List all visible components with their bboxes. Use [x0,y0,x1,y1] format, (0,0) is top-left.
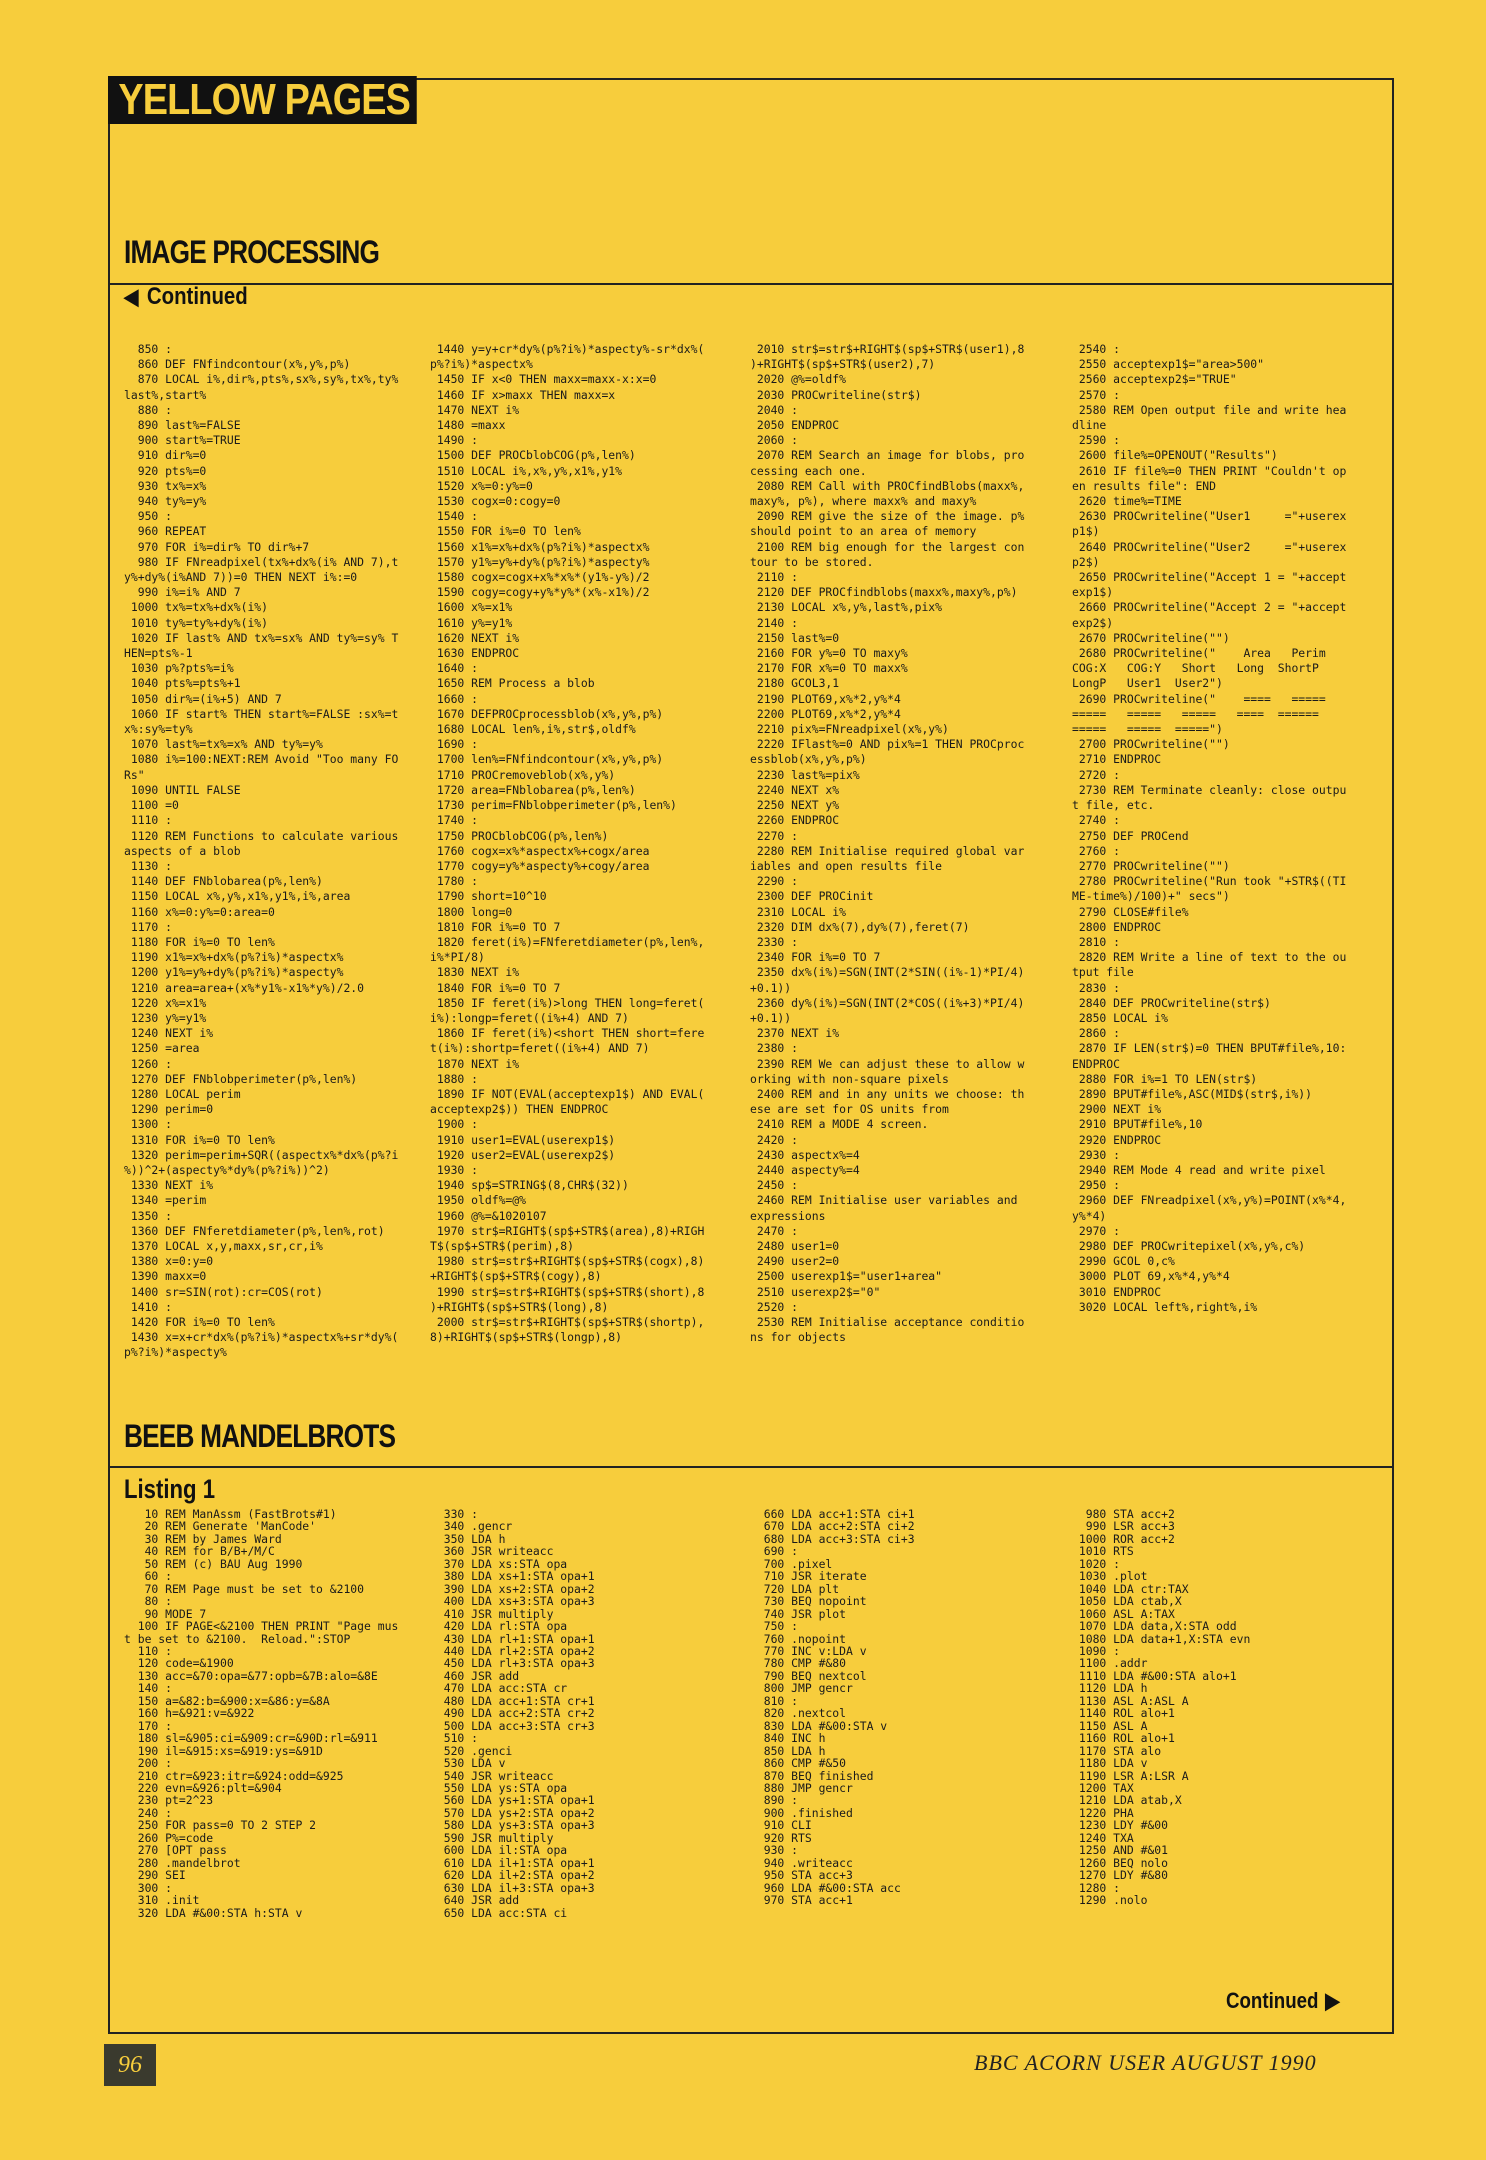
code-column-2: 1440 y=y+cr*dy%(p%?i%)*aspecty%-sr*dx%( p%?i%)*aspectx% 1450 IF x<0 THEN maxx=maxx-x:x=0 1460 IF x>maxx THEN maxx=x 1470 NEXT i% 1480 =maxx 1490 : 1500 DEF PROCblobCOG(p%,len%) 1510 LOCAL i%,x%,y%,x1%,y1% 1520 x%=0:y%=0 1530 cogx=0:cogy=0 1540 : 1550 FOR i%=0 TO len% 1560 x1%=x%+dx%(p%?i%)*aspectx% 1570 y1%=y%+dy%(p%?i%)*aspecty% 1580 cogx=cogx+x%*x%*(y1%-y%)/2 1590 cogy=cogy+y%*y%*(x%-x1%)/2 1600 x%=x1% 1610 y%=y1% 1620 NEXT i% 1630 ENDPROC 1640 : 1650 REM Process a blob 1660 : 1670 DEFPROCprocessblob(x%,y%,p%) 1680 LOCAL len%,i%,str$,oldf% 1690 : 1700 len%=FNfindcontour(x%,y%,p%) 1710 PROCremoveblob(x%,y%) 1720 area=FNblobarea(p%,len%) 1730 perim=FNblobperimeter(p%,len%) 1740 : 1750 PROCblobCOG(p%,len%) 1760 cogx=x%*aspectx%+cogx/area 1770 cogy=y%*aspecty%+cogy/area 1780 : 1790 short=10^10 1800 long=0 1810 FOR i%=0 TO 7 1820 feret(i%)=FNferetdiameter(p%,len%, i%*PI/8) 1830 NEXT i% 1840 FOR i%=0 TO 7 1850 IF feret(i%)>long THEN long=feret( i%):longp=feret((i%+4) AND 7) 1860 IF feret(i%)<short THEN short=fere t(i%):shortp=feret((i%+4) AND 7) 1870 NEXT i% 1880 : 1890 IF NOT(EVAL(acceptexp1$) AND EVAL( acceptexp2$)) THEN ENDPROC 1900 : 1910 user1=EVAL(userexp1$) 1920 user2=EVAL(userexp2$) 1930 : 1940 sp$=STRING$(8,CHR$(32)) 1950 oldf%=@% 1960 @%=&1020107 1970 str$=RIGHT$(sp$+STR$(area),8)+RIGH T$(sp$+STR$(perim),8) 1980 str$=str$+RIGHT$(sp$+STR$(cogx),8) +RIGHT$(sp$+STR$(cogy),8) 1990 str$=str$+RIGHT$(sp$+STR$(short),8 )+RIGHT$(sp$+STR$(long),8) 2000 str$=str$+RIGHT$(sp$+STR$(shortp), 8)+RIGHT$(sp$+STR$(longp),8) [430,342,705,1345]
section-title-image-processing: IMAGE PROCESSING [124,234,380,270]
continued-label-top [124,283,248,311]
listing-title: Listing 1 [124,1474,216,1504]
page-number: 96 [104,2044,156,2086]
listing-column-4: 980 STA acc+2 990 LSR acc+3 1000 ROR acc+2 1010 RTS 1020 : 1030 .plot 1040 LDA ctr:TAX 1050 LDA ctab,X 1060 ASL A:TAX 1070 LDA data,X:STA odd 1080 LDA data+1,X:STA evn 1090 : 1100 .addr 1110 LDA #&00:STA alo+1 1120 LDA h 1130 ASL A:ASL A 1140 ROL alo+1 1150 ASL A 1160 ROL alo+1 1170 STA alo 1180 LDA v 1190 LSR A:LSR A 1200 TAX 1210 LDA atab,X 1220 PHA 1230 LDY #&00 1240 TXA 1250 AND #&01 1260 BEQ nolo 1270 LDY #&80 1280 : 1290 .nolo [1078,1507,1251,1908]
left-arrow-icon: ◀ [124,284,139,309]
continued-label-bottom [1226,1988,1340,2014]
code-column-3: 2010 str$=str$+RIGHT$(sp$+STR$(user1),8 )+RIGHT$(sp$+STR$(user2),7) 2020 @%=oldf% 2030 PROCwriteline(str$) 2040 : 2050 ENDPROC 2060 : 2070 REM Search an image for blobs, pro cessing each one. 2080 REM Call with PROCfindBlobs(maxx%, maxy%, p%), where maxx% and maxy% 2090 REM give the size of the image. p% should point to an area of memory 2100 REM big enough for the largest con tour to be stored. 2110 : 2120 DEF PROCfindblobs(maxx%,maxy%,p%) 2130 LOCAL x%,y%,last%,pix% 2140 : 2150 last%=0 2160 FOR y%=0 TO maxy% 2170 FOR x%=0 TO maxx% 2180 GCOL3,1 2190 PLOT69,x%*2,y%*4 2200 PLOT69,x%*2,y%*4 2210 pix%=FNreadpixel(x%,y%) 2220 IFlast%=0 AND pix%=1 THEN PROCproc essblob(x%,y%,p%) 2230 last%=pix% 2240 NEXT x% 2250 NEXT y% 2260 ENDPROC 2270 : 2280 REM Initialise required global var iables and open results file 2290 : 2300 DEF PROCinit 2310 LOCAL i% 2320 DIM dx%(7),dy%(7),feret(7) 2330 : 2340 FOR i%=0 TO 7 2350 dx%(i%)=SGN(INT(2*SIN((i%-1)*PI/4) +0.1)) 2360 dy%(i%)=SGN(INT(2*COS((i%+3)*PI/4) +0.1)) 2370 NEXT i% 2380 : 2390 REM We can adjust these to allow w orking with non-square pixels 2400 REM and in any units we choose: th ese are set for OS units from 2410 REM a MODE 4 screen. 2420 : 2430 aspectx%=4 2440 aspecty%=4 2450 : 2460 REM Initialise user variables and expressions 2470 : 2480 user1=0 2490 user2=0 2500 userexp1$="user1+area" 2510 userexp2$="0" 2520 : 2530 REM Initialise acceptance conditio ns for objects [750,342,1025,1345]
listing-column-2: 330 : 340 .gencr 350 LDA h 360 JSR writeacc 370 LDA xs:STA opa 380 LDA xs+1:STA opa+1 390 LDA xs+2:STA opa+2 400 LDA xs+3:STA opa+3 410 JSR multiply 420 LDA rl:STA opa 430 LDA rl+1:STA opa+1 440 LDA rl+2:STA opa+2 450 LDA rl+3:STA opa+3 460 JSR add 470 LDA acc:STA cr 480 LDA acc+1:STA cr+1 490 LDA acc+2:STA cr+2 500 LDA acc+3:STA cr+3 510 : 520 .genci 530 LDA v 540 JSR writeacc 550 LDA ys:STA opa 560 LDA ys+1:STA opa+1 570 LDA ys+2:STA opa+2 580 LDA ys+3:STA opa+3 590 JSR multiply 600 LDA il:STA opa 610 LDA il+1:STA opa+1 620 LDA il+2:STA opa+2 630 LDA il+3:STA opa+3 640 JSR add 650 LDA acc:STA ci [443,1507,595,1920]
section-title-beeb-mandelbrots: BEEB MANDELBROTS [124,1418,396,1454]
publication-footer: BBC ACORN USER AUGUST 1990 [974,2050,1317,2075]
code-column-4: 2540 : 2550 acceptexp1$="area>500" 2560 acceptexp2$="TRUE" 2570 : 2580 REM Open output file and write hea dline 2590 : 2600 file%=OPENOUT("Results") 2610 IF file%=0 THEN PRINT "Couldn't op en results file": END 2620 time%=TIME 2630 PROCwriteline("User1 ="+userex p1$) 2640 PROCwriteline("User2 ="+userex p2$) 2650 PROCwriteline("Accept 1 = "+accept exp1$) 2660 PROCwriteline("Accept 2 = "+accept exp2$) 2670 PROCwriteline("") 2680 PROCwriteline(" Area Perim COG:X COG:Y Short Long ShortP LongP User1 User2") 2690 PROCwriteline(" ==== ===== ===== ===== ===== ==== ====== ===== ===== =====") 2700 PROCwriteline("") 2710 ENDPROC 2720 : 2730 REM Terminate cleanly: close outpu t file, etc. 2740 : 2750 DEF PROCend 2760 : 2770 PROCwriteline("") 2780 PROCwriteline("Run took "+STR$((TI ME-time%)/100)+" secs") 2790 CLOSE#file% 2800 ENDPROC 2810 : 2820 REM Write a line of text to the ou tput file 2830 : 2840 DEF PROCwriteline(str$) 2850 LOCAL i% 2860 : 2870 IF LEN(str$)=0 THEN BPUT#file%,10: ENDPROC 2880 FOR i%=1 TO LEN(str$) 2890 BPUT#file%,ASC(MID$(str$,i%)) 2900 NEXT i% 2910 BPUT#file%,10 2920 ENDPROC 2930 : 2940 REM Mode 4 read and write pixel 2950 : 2960 DEF FNreadpixel(x%,y%)=POINT(x%*4, y%*4) 2970 : 2980 DEF PROCwritepixel(x%,y%,c%) 2990 GCOL 0,c% 3000 PLOT 69,x%*4,y%*4 3010 ENDPROC 3020 LOCAL left%,right%,i% [1072,342,1347,1314]
listing-column-3: 660 LDA acc+1:STA ci+1 670 LDA acc+2:STA ci+2 680 LDA acc+3:STA ci+3 690 : 700 .pixel 710 JSR iterate 720 LDA plt 730 BEQ nopoint 740 JSR plot 750 : 760 .nopoint 770 INC v:LDA v 780 CMP #&80 790 BEQ nextcol 800 JMP gencr 810 : 820 .nextcol 830 LDA #&00:STA v 840 INC h 850 LDA h 860 CMP #&50 870 BEQ finished 880 JMP gencr 890 : 900 .finished 910 CLI 920 RTS 930 : 940 .writeacc 950 STA acc+3 960 LDA #&00:STA acc 970 STA acc+1 [763,1507,915,1908]
masthead: YELLOW PAGES [108,76,417,124]
section-divider [108,283,1392,285]
right-arrow-icon: ▶ [1325,1988,1340,2013]
continued-text: Continued [1226,1988,1319,2013]
listing-column-1: 10 REM ManAssm (FastBrots#1) 20 REM Generate 'ManCode' 30 REM by James Ward 40 REM for B/B+/M/C 50 REM (c) BAU Aug 1990 60 : 70 REM Page must be set to &2100 80 : 90 MODE 7 100 IF PAGE<&2100 THEN PRINT "Page mus t be set to &2100. Reload.":STOP 110 : 120 code=&1900 130 acc=&70:opa=&77:opb=&7B:alo=&8E 140 : 150 a=&82:b=&900:x=&86:y=&8A 160 h=&921:v=&922 170 : 180 sl=&905:ci=&909:cr=&90D:rl=&911 190 il=&915:xs=&919:ys=&91D 200 : 210 ctr=&923:itr=&924:odd=&925 220 evn=&926:plt=&904 230 pt=2^23 240 : 250 FOR pass=0 TO 2 STEP 2 260 P%=code 270 [OPT pass 280 .mandelbrot 290 SEI 300 : 310 .init 320 LDA #&00:STA h:STA v [124,1507,399,1920]
code-column-1: 850 : 860 DEF FNfindcontour(x%,y%,p%) 870 LOCAL i%,dir%,pts%,sx%,sy%,tx%,ty% last%,start% 880 : 890 last%=FALSE 900 start%=TRUE 910 dir%=0 920 pts%=0 930 tx%=x% 940 ty%=y% 950 : 960 REPEAT 970 FOR i%=dir% TO dir%+7 980 IF FNreadpixel(tx%+dx%(i% AND 7),t y%+dy%(i%AND 7))=0 THEN NEXT i%:=0 990 i%=i% AND 7 1000 tx%=tx%+dx%(i%) 1010 ty%=ty%+dy%(i%) 1020 IF last% AND tx%=sx% AND ty%=sy% T HEN=pts%-1 1030 p%?pts%=i% 1040 pts%=pts%+1 1050 dir%=(i%+5) AND 7 1060 IF start% THEN start%=FALSE :sx%=t x%:sy%=ty% 1070 last%=tx%=x% AND ty%=y% 1080 i%=100:NEXT:REM Avoid "Too many FO Rs" 1090 UNTIL FALSE 1100 =0 1110 : 1120 REM Functions to calculate various aspects of a blob 1130 : 1140 DEF FNblobarea(p%,len%) 1150 LOCAL x%,y%,x1%,y1%,i%,area 1160 x%=0:y%=0:area=0 1170 : 1180 FOR i%=0 TO len% 1190 x1%=x%+dx%(p%?i%)*aspectx% 1200 y1%=y%+dy%(p%?i%)*aspecty% 1210 area=area+(x%*y1%-x1%*y%)/2.0 1220 x%=x1% 1230 y%=y1% 1240 NEXT i% 1250 =area 1260 : 1270 DEF FNblobperimeter(p%,len%) 1280 LOCAL perim 1290 perim=0 1300 : 1310 FOR i%=0 TO len% 1320 perim=perim+SQR((aspectx%*dx%(p%?i %))^2+(aspecty%*dy%(p%?i%))^2) 1330 NEXT i% 1340 =perim 1350 : 1360 DEF FNferetdiameter(p%,len%,rot) 1370 LOCAL x,y,maxx,sr,cr,i% 1380 x=0:y=0 1390 maxx=0 1400 sr=SIN(rot):cr=COS(rot) 1410 : 1420 FOR i%=0 TO len% 1430 x=x+cr*dx%(p%?i%)*aspectx%+sr*dy%( p%?i%)*aspecty% [124,342,399,1360]
continued-text: Continued [146,283,248,310]
section-divider [108,1466,1392,1468]
